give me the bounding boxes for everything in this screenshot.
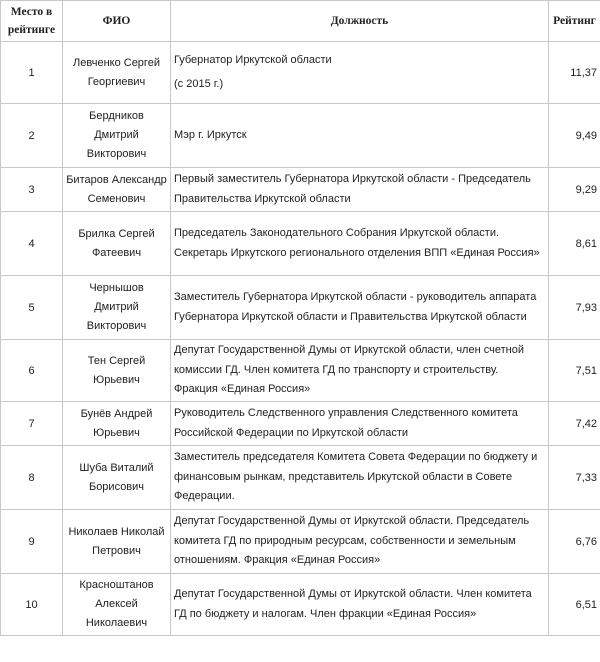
header-position: Должность [171,1,549,42]
table-row [1,104,600,168]
cell-name: Шуба Виталий Борисович [63,446,171,510]
cell-name: Красноштанов Алексей Николаевич [63,574,171,636]
table-row [1,168,600,212]
cell-rating: 9,49 [549,104,600,168]
cell-rank: 5 [1,276,63,340]
cell-name: Бунёв Андрей Юрьевич [63,402,171,446]
cell-rank: 6 [1,340,63,402]
position-line: Губернатор Иркутской области [174,53,332,66]
cell-position [171,402,549,446]
position-line: (с 2015 г.) [174,78,224,90]
position-line: Заместитель председателя Комитета Совета Федерации по бюджету и финансовым рынкам, представитель Иркутской области в Совете Федерации. [174,451,538,503]
cell-name: Тен Сергей Юрьевич [63,340,171,402]
cell-rank: 4 [1,212,63,276]
cell-position [171,340,549,402]
table-row [1,42,600,104]
cell-position [171,446,549,510]
table-body [1,42,600,636]
table-row [1,446,600,510]
position-line: Председатель Законодательного Собрания Иркутской области. Секретарь Иркутского регионального отделения ВПП «Единая Россия» [174,227,540,259]
position-line: Депутат Государственной Думы от Иркутской области. Член комитета ГД по бюджету и налогам. Член фракции «Единая Россия» [174,588,532,620]
cell-rating: 7,33 [549,446,600,510]
position-line: Депутат Государственной Думы от Иркутской области, член счетной комиссии ГД. Член комитета ГД по транспорту и строительству. Фракция «Единая Россия» [174,344,524,396]
position-line: Мэр г. Иркутск [174,128,247,141]
cell-rank: 2 [1,104,63,168]
position-line: Заместитель Губернатора Иркутской области - руководитель аппарата Губернатора Иркутской области и Правительства Иркутской области [174,291,537,323]
cell-rank: 3 [1,168,63,212]
cell-rating: 11,37 [549,42,600,104]
cell-rank: 8 [1,446,63,510]
cell-name: Левченко Сергей Георгиевич [63,42,171,104]
position-line: Руководитель Следственного управления Следственного комитета Российской Федерации по Иркутской области [174,407,518,439]
cell-rank: 10 [1,574,63,636]
cell-position [171,104,549,168]
cell-rating: 9,29 [549,168,600,212]
table-row [1,340,600,402]
table-row [1,402,600,446]
cell-rating: 8,61 [549,212,600,276]
cell-rank: 7 [1,402,63,446]
cell-position [171,510,549,574]
table-row [1,574,600,636]
header-rating: Рейтинг [549,1,600,42]
cell-position [171,212,549,276]
cell-position [171,168,549,212]
table-row [1,212,600,276]
cell-rating: 7,93 [549,276,600,340]
position-line: Первый заместитель Губернатора Иркутской области - Председатель Правительства Иркутской области [174,173,531,205]
cell-name: Николаев Николай Петрович [63,510,171,574]
table-row [1,510,600,574]
cell-position [171,574,549,636]
header-rank: Место в рейтинге [1,1,63,42]
position-line: Депутат Государственной Думы от Иркутской области. Председатель комитета ГД по природным ресурсам, собственности и земельным отношениям. Фракция «Единая Россия» [174,515,530,567]
cell-position [171,42,549,104]
cell-rating: 6,51 [549,574,600,636]
header-name: ФИО [63,1,171,42]
cell-rank: 1 [1,42,63,104]
cell-rating: 7,42 [549,402,600,446]
cell-name: Битаров Александр Семенович [63,168,171,212]
cell-name: Брилка Сергей Фатеевич [63,212,171,276]
cell-rank: 9 [1,510,63,574]
table-header-row [1,1,600,42]
cell-rating: 6,76 [549,510,600,574]
cell-name: Чернышов Дмитрий Викторович [63,276,171,340]
cell-rating: 7,51 [549,340,600,402]
table-row [1,276,600,340]
cell-position [171,276,549,340]
cell-name: Бердников Дмитрий Викторович [63,104,171,168]
